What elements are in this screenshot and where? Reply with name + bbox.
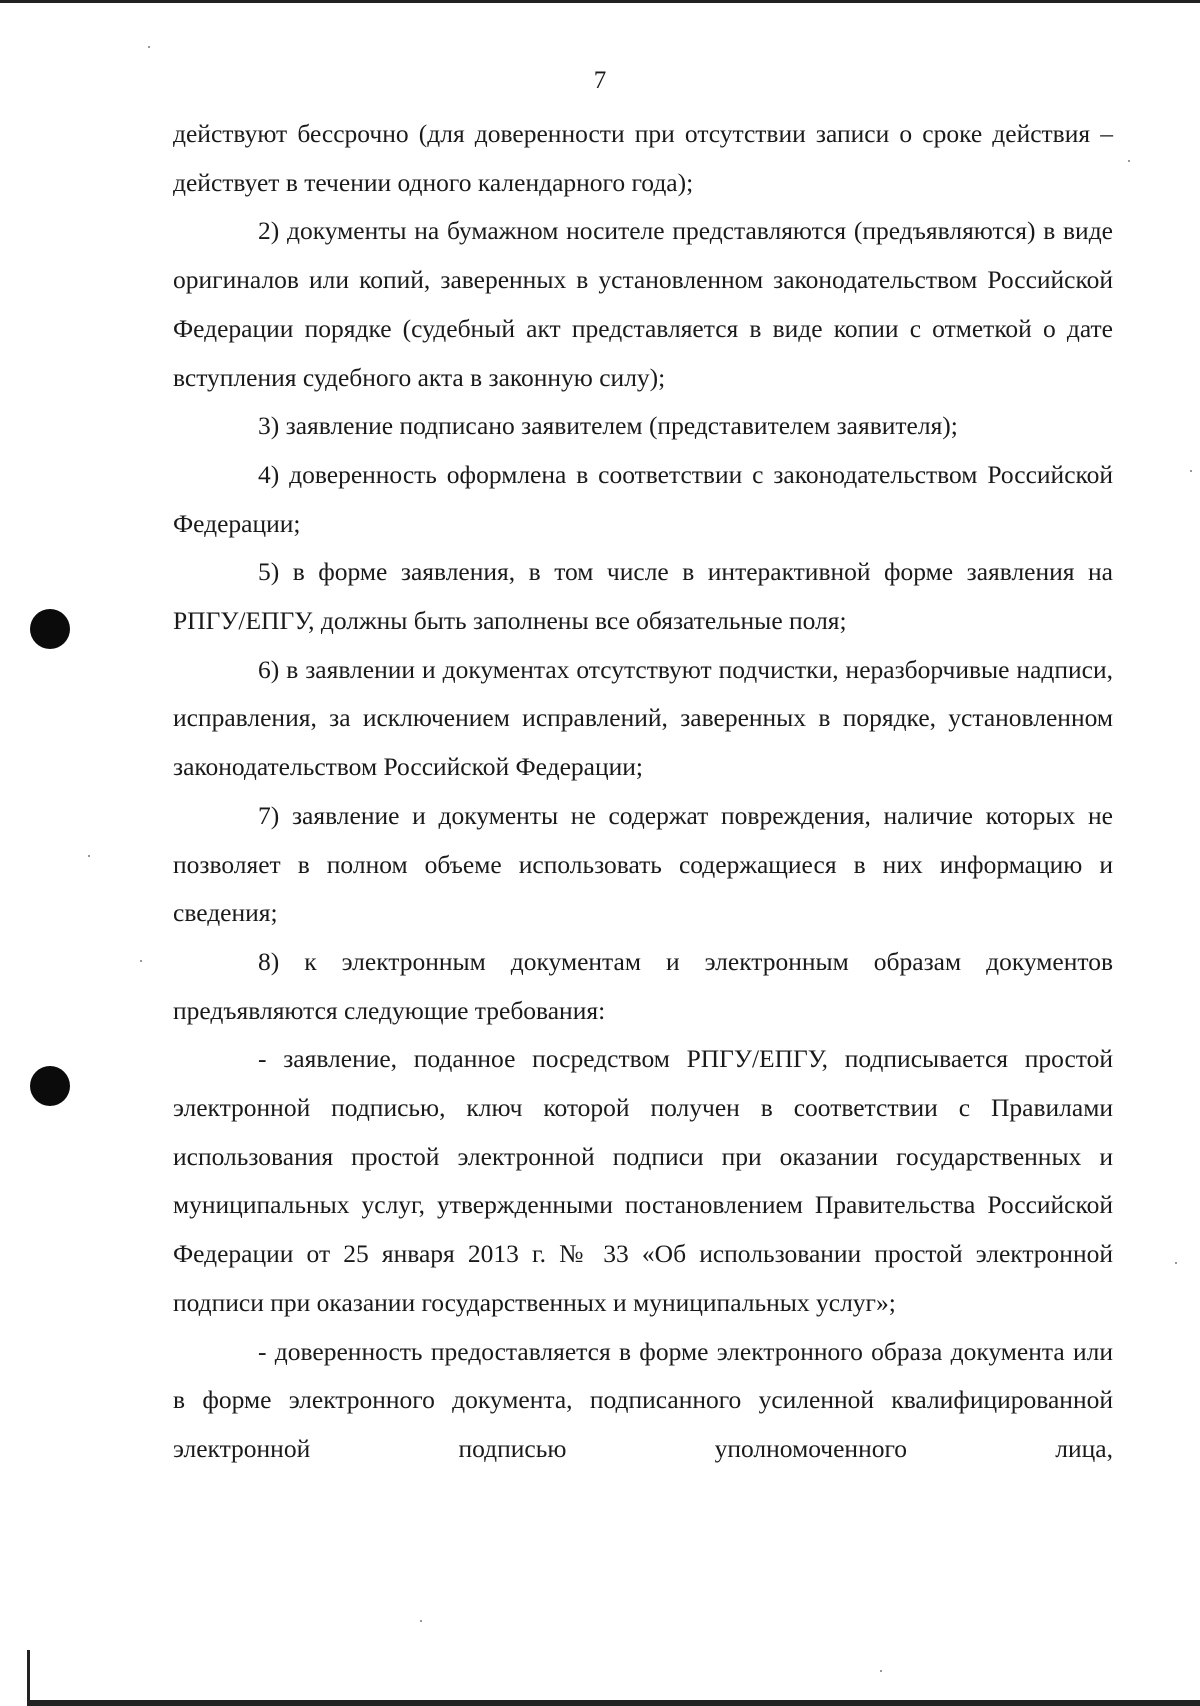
scan-edge-bottom bbox=[30, 1700, 1200, 1706]
scan-speck bbox=[1190, 470, 1192, 472]
paragraph: - заявление, поданное посредством РПГУ/ЕПГУ, подписывается простой электронной подписью, ключ которой получен в соответствии с Правилами использования простой электронной подписи при оказании государственных и муниципальных услуг, утвержденными постановлением Правительства Российской Федерации от 25 января 2013 г. № 33 «Об использовании простой электронной подписи при оказании государственных и муниципальных услуг»; bbox=[173, 1044, 1113, 1317]
paragraph: 5) в форме заявления, в том числе в интерактивной форме заявления на РПГУ/ЕПГУ, должны быть заполнены все обязательные поля; bbox=[173, 557, 1113, 636]
page-number: 7 bbox=[593, 67, 607, 94]
paragraph: 6) в заявлении и документах отсутствуют подчистки, неразборчивые надписи, исправления, за исключением исправлений, заверенных в порядке, установленном законодательством Российской Федерации; bbox=[173, 654, 1113, 782]
scan-edge-left bbox=[27, 1650, 30, 1706]
paragraph: 7) заявление и документы не содержат повреждения, наличие которых не позволяет в полном объеме использовать содержащиеся в них информацию и сведения; bbox=[173, 800, 1113, 928]
paragraph: действуют бессрочно (для доверенности при отсутствии записи о сроке действия – действует в течении одного календарного года); bbox=[173, 119, 1113, 197]
document-body bbox=[173, 110, 1113, 1474]
paragraph: 2) документы на бумажном носителе представляются (предъявляются) в виде оригиналов или копий, заверенных в установленном законодательством Российской Федерации порядке (судебный акт представляется в виде копии с отметкой о дате вступления судебного акта в законную силу); bbox=[173, 216, 1113, 392]
punch-hole-mark bbox=[30, 1066, 70, 1106]
scan-edge-top bbox=[0, 0, 1200, 3]
paragraph: - доверенность предоставляется в форме электронного образа документа или в форме электронного документа, подписанного усиленной квалифицированной электронной подписью уполномоченного лица, bbox=[173, 1336, 1113, 1463]
paragraph: 4) доверенность оформлена в соответствии с законодательством Российской Федерации; bbox=[173, 459, 1113, 538]
scan-speck bbox=[148, 46, 150, 48]
paragraph: 3) заявление подписано заявителем (представителем заявителя); bbox=[258, 411, 958, 441]
scan-speck bbox=[88, 855, 90, 857]
scan-speck bbox=[420, 1620, 422, 1622]
scan-speck bbox=[880, 1670, 882, 1672]
paragraph: 8) к электронным документам и электронным образам документов предъявляются следующие требования: bbox=[173, 946, 1113, 1025]
scan-speck bbox=[140, 960, 142, 962]
punch-hole-mark bbox=[30, 609, 70, 649]
scan-speck bbox=[1175, 1262, 1177, 1264]
scan-speck bbox=[1128, 160, 1130, 162]
